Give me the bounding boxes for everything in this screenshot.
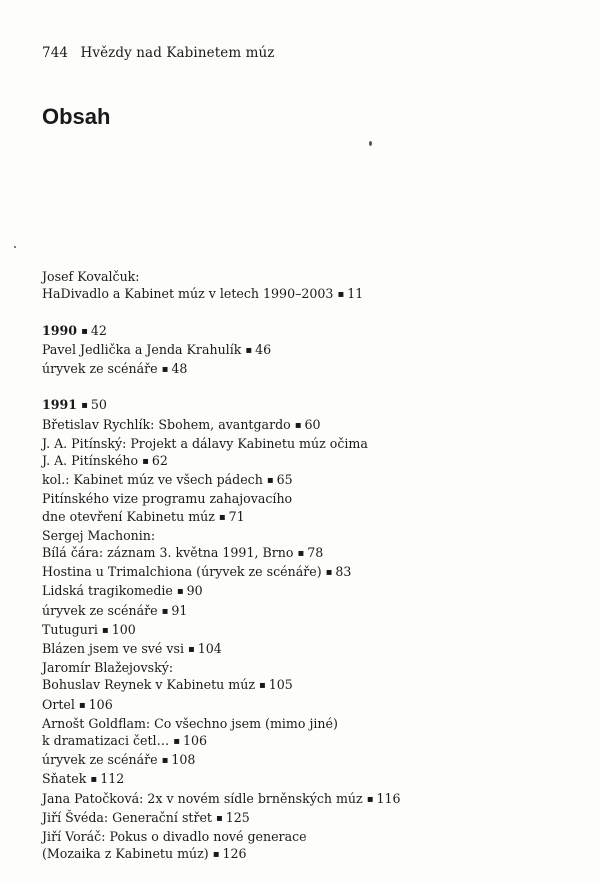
toc-entry bbox=[42, 452, 582, 471]
bullet-icon: ▪ bbox=[245, 344, 253, 356]
toc-entry-text: 1991 bbox=[42, 397, 78, 413]
bullet-icon: ▪ bbox=[142, 456, 149, 467]
toc-page-number: 116 bbox=[376, 790, 401, 806]
scan-speck bbox=[14, 246, 16, 248]
toc-entry bbox=[42, 435, 582, 452]
toc-entry bbox=[42, 285, 582, 304]
toc-year-heading bbox=[42, 396, 582, 415]
toc-entry-text: úryvek ze scénáře bbox=[42, 602, 158, 618]
toc-entry bbox=[42, 582, 582, 601]
toc-entry-text: Ortel bbox=[42, 696, 75, 712]
bullet-icon: ▪ bbox=[294, 419, 302, 431]
page-title: Obsah bbox=[42, 104, 111, 129]
page-number: 744 bbox=[42, 45, 69, 61]
toc-entry-text: Blázen jsem ve své vsi bbox=[42, 641, 184, 657]
bullet-icon: ▪ bbox=[366, 793, 374, 805]
bullet-icon: ▪ bbox=[212, 849, 220, 861]
bullet-icon: ▪ bbox=[90, 774, 98, 786]
bullet-icon: ▪ bbox=[78, 699, 86, 711]
toc-page-number: 104 bbox=[197, 641, 222, 657]
toc-entry-text: Hostina u Trimalchiona (úryvek ze scénáře) bbox=[42, 564, 322, 580]
bullet-icon: ▪ bbox=[81, 325, 88, 337]
toc-entry-text: Lidská tragikomedie bbox=[42, 583, 173, 599]
toc-entry-text: Sňatek bbox=[42, 771, 87, 787]
toc-page-number: 78 bbox=[307, 545, 324, 561]
toc-page-number: 48 bbox=[171, 361, 188, 376]
scan-speck bbox=[369, 141, 372, 146]
toc-entry-text: Jiří Švéda: Generační střet bbox=[42, 809, 212, 825]
bullet-icon: ▪ bbox=[81, 400, 88, 412]
toc-entry-text: HaDivadlo a Kabinet múz v letech 1990–2003 bbox=[42, 286, 334, 302]
toc-entry bbox=[42, 845, 582, 864]
bullet-icon: ▪ bbox=[173, 736, 180, 748]
toc-page-number: 108 bbox=[171, 752, 196, 768]
toc-entry bbox=[42, 563, 582, 582]
bullet-icon: ▪ bbox=[216, 812, 223, 824]
toc-entry bbox=[42, 715, 582, 732]
toc-entry bbox=[42, 490, 582, 507]
toc-entry bbox=[42, 360, 582, 379]
toc-entry-text: úryvek ze scénáře bbox=[42, 752, 158, 768]
bullet-icon: ▪ bbox=[325, 567, 333, 579]
toc-entry bbox=[42, 640, 582, 659]
toc-page-number: 100 bbox=[111, 621, 136, 637]
toc-entry-text: Arnošt Goldflam: Co všechno jsem (mimo jiné) bbox=[42, 715, 338, 731]
toc-entry bbox=[42, 341, 582, 360]
toc-page-number: 42 bbox=[90, 322, 107, 338]
running-head bbox=[42, 45, 275, 61]
toc-year-heading bbox=[42, 322, 582, 341]
bullet-icon: ▪ bbox=[187, 644, 195, 656]
toc-entry bbox=[42, 471, 582, 490]
bullet-icon: ▪ bbox=[161, 605, 169, 617]
bullet-icon: ▪ bbox=[161, 364, 169, 375]
bullet-icon: ▪ bbox=[297, 548, 305, 560]
toc-entry-text: Josef Kovalčuk: bbox=[42, 269, 140, 284]
toc-entry bbox=[42, 508, 582, 527]
toc-entry bbox=[42, 828, 582, 845]
book-title: Hvězdy nad Kabinetem múz bbox=[80, 45, 275, 61]
toc-spacer bbox=[42, 379, 582, 396]
toc-page-number: 71 bbox=[228, 508, 245, 524]
table-of-contents bbox=[42, 268, 582, 864]
bullet-icon: ▪ bbox=[176, 586, 184, 598]
toc-spacer bbox=[42, 304, 582, 321]
toc-entry-text: J. A. Pitínského bbox=[42, 453, 139, 468]
toc-page-number: 126 bbox=[222, 846, 247, 862]
toc-page-number: 62 bbox=[151, 453, 168, 468]
toc-page-number: 65 bbox=[276, 472, 293, 488]
toc-entry-text: Břetislav Rychlík: Sbohem, avantgardo bbox=[42, 416, 291, 432]
toc-entry bbox=[42, 732, 582, 751]
toc-entry-text: Sergej Machonin: bbox=[42, 527, 156, 543]
toc-entry-text: Tutuguri bbox=[42, 621, 98, 637]
toc-entry bbox=[42, 268, 582, 285]
toc-entry bbox=[42, 527, 582, 544]
toc-page-number: 60 bbox=[304, 416, 321, 432]
toc-entry bbox=[42, 696, 582, 715]
toc-page-number: 46 bbox=[255, 341, 272, 357]
toc-entry bbox=[42, 416, 582, 435]
toc-page-number: 90 bbox=[186, 583, 203, 599]
bullet-icon: ▪ bbox=[101, 624, 109, 636]
toc-entry bbox=[42, 659, 582, 676]
toc-page-number: 106 bbox=[182, 733, 208, 749]
toc-entry-text: Jaromír Blažejovský: bbox=[42, 660, 174, 676]
toc-entry bbox=[42, 751, 582, 770]
bullet-icon: ▪ bbox=[218, 511, 226, 523]
toc-page-number: 11 bbox=[347, 286, 364, 302]
toc-entry bbox=[42, 676, 582, 695]
toc-entry-text: J. A. Pitínský: Projekt a dálavy Kabinetu múz očima bbox=[42, 435, 368, 451]
toc-entry-text: dne otevření Kabinetu múz bbox=[42, 508, 215, 524]
toc-page-number: 112 bbox=[100, 771, 125, 787]
bullet-icon: ▪ bbox=[337, 289, 345, 301]
toc-entry bbox=[42, 544, 582, 563]
toc-entry-text: Pavel Jedlička a Jenda Krahulík bbox=[42, 341, 242, 357]
toc-page-number: 50 bbox=[90, 397, 107, 413]
toc-page-number: 106 bbox=[88, 696, 113, 712]
toc-entry bbox=[42, 809, 582, 828]
toc-entry bbox=[42, 790, 582, 809]
toc-entry bbox=[42, 621, 582, 640]
toc-page-number: 83 bbox=[335, 564, 352, 580]
bullet-icon: ▪ bbox=[161, 755, 169, 767]
toc-entry-text: 1990 bbox=[42, 322, 78, 338]
toc-entry-text: Jiří Voráč: Pokus o divadlo nové generace bbox=[42, 829, 307, 845]
toc-entry-text: Pitínského vize programu zahajovacího bbox=[42, 491, 293, 507]
toc-entry-text: Bílá čára: záznam 3. května 1991, Brno bbox=[42, 545, 294, 561]
toc-entry-text: k dramatizaci četl… bbox=[42, 733, 170, 749]
toc-entry bbox=[42, 770, 582, 789]
toc-page-number: 125 bbox=[225, 809, 250, 825]
toc-entry-text: Jana Patočková: 2x v novém sídle brněnských múz bbox=[42, 790, 363, 806]
bullet-icon: ▪ bbox=[266, 475, 274, 487]
toc-entry-text: úryvek ze scénáře bbox=[42, 361, 158, 376]
toc-page-number: 91 bbox=[171, 602, 188, 618]
bullet-icon: ▪ bbox=[258, 680, 266, 692]
toc-entry-text: Bohuslav Reynek v Kabinetu múz bbox=[42, 677, 255, 693]
toc-page-number: 105 bbox=[268, 677, 293, 693]
toc-entry bbox=[42, 602, 582, 621]
toc-entry-text: (Mozaika z Kabinetu múz) bbox=[42, 846, 209, 862]
toc-entry-text: kol.: Kabinet múz ve všech pádech bbox=[42, 472, 263, 488]
